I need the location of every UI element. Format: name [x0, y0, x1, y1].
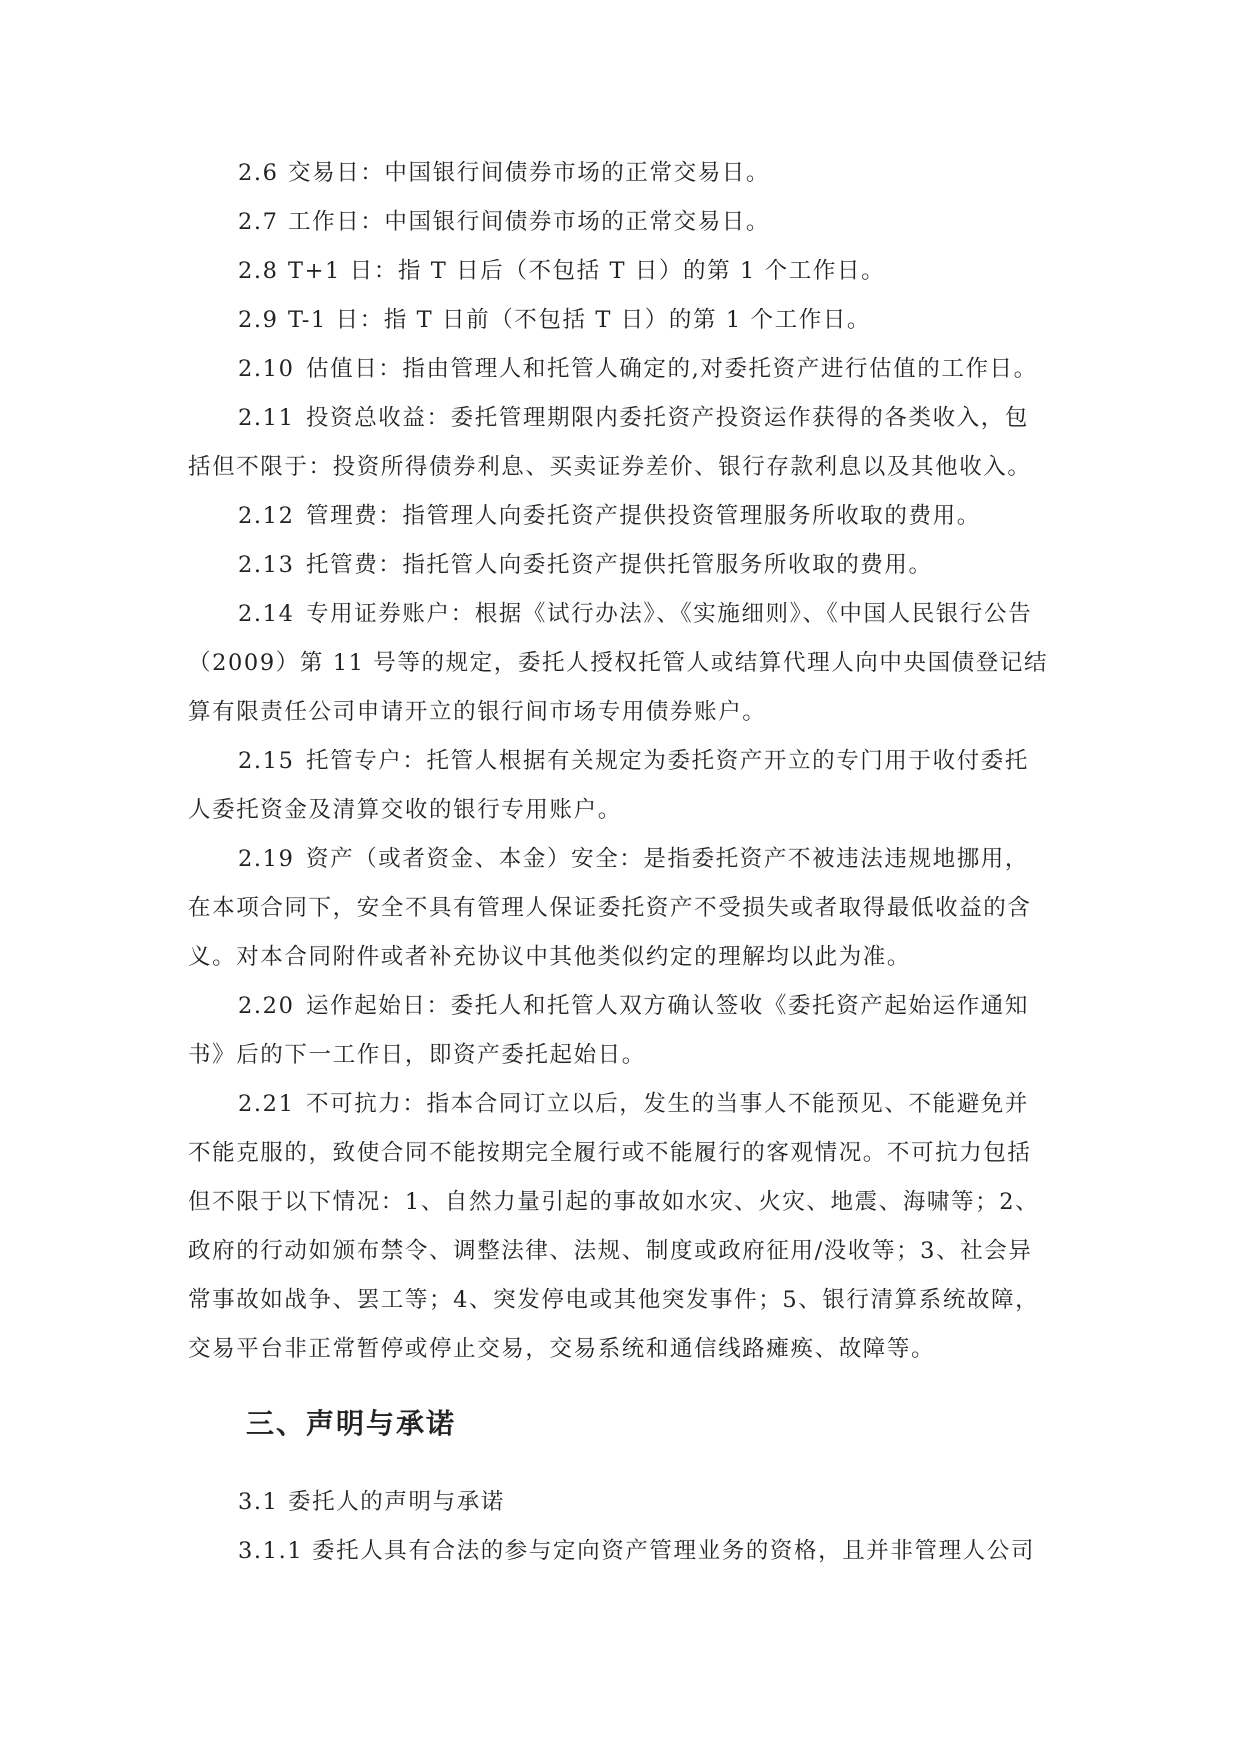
paragraph-3-1-1 — [238, 1536, 1035, 1566]
clause-text: 管理费：指管理人向委托资产提供投资管理服务所收取的费用。 — [306, 503, 981, 529]
paragraph-2-14 — [238, 599, 1032, 629]
paragraph-2-21-continued — [188, 1236, 1033, 1266]
paragraph-2-11 — [238, 403, 1029, 433]
paragraph-2-14-continued — [188, 697, 766, 727]
clause-text: 人委托资金及清算交收的银行专用账户。 — [188, 797, 622, 823]
paragraph-2-21-continued — [188, 1138, 1032, 1168]
clause-text: 书》后的下一工作日，即资产委托起始日。 — [188, 1042, 646, 1068]
paragraph-2-12 — [238, 501, 981, 531]
paragraph-2-21 — [238, 1089, 1029, 1119]
clause-text: 但不限于以下情况：1、自然力量引起的事故如水灾、火灾、地震、海啸等；2、 — [188, 1189, 1040, 1215]
paragraph-2-11-continued — [188, 452, 1032, 482]
clause-text: 委托人具有合法的参与定向资产管理业务的资格，且并非管理人公司 — [312, 1538, 1036, 1564]
clause-number: 2.10 — [238, 356, 295, 382]
clause-text: 义。对本合同附件或者补充协议中其他类似约定的理解均以此为准。 — [188, 944, 912, 970]
clause-text: 交易日：中国银行间债券市场的正常交易日。 — [288, 160, 771, 186]
clause-number: 2.12 — [238, 503, 295, 529]
clause-text: 在本项合同下，安全不具有管理人保证委托资产不受损失或者取得最低收益的含 — [188, 895, 1032, 921]
clause-text: 常事故如战争、罢工等；4、突发停电或其他突发事件；5、银行清算系统故障， — [188, 1287, 1040, 1313]
paragraph-2-7 — [238, 207, 770, 237]
paragraph-2-14-continued — [188, 648, 1048, 678]
clause-text: 政府的行动如颁布禁令、调整法律、法规、制度或政府征用/没收等；3、社会异 — [188, 1238, 1033, 1264]
clause-number: 3.1.1 — [238, 1538, 304, 1564]
paragraph-2-9 — [238, 305, 871, 335]
clause-text: 委托人的声明与承诺 — [288, 1489, 505, 1515]
paragraph-2-21-continued — [188, 1187, 1039, 1217]
paragraph-2-20 — [238, 991, 1029, 1021]
clause-text: 专用证券账户：根据《试行办法》、《实施细则》、《中国人民银行公告 — [306, 601, 1033, 627]
clause-text: T-1 日：指 T 日前（不包括 T 日）的第 1 个工作日。 — [288, 307, 872, 333]
clause-text: （2009）第 11 号等的规定，委托人授权托管人或结算代理人向中央国债登记结 — [188, 650, 1049, 676]
clause-number: 3.1 — [238, 1489, 279, 1515]
clause-number: 2.8 — [238, 258, 279, 284]
paragraph-3-1 — [238, 1487, 505, 1517]
paragraph-2-19-continued — [188, 942, 911, 972]
paragraph-2-8 — [238, 256, 885, 286]
clause-text: 资产（或者资金、本金）安全：是指委托资产不被违法违规地挪用， — [306, 846, 1030, 872]
clause-text: 不能克服的，致使合同不能按期完全履行或不能履行的客观情况。不可抗力包括 — [188, 1140, 1032, 1166]
clause-text: 托管专户：托管人根据有关规定为委托资产开立的专门用于收付委托 — [306, 748, 1030, 774]
clause-text: 算有限责任公司申请开立的银行间市场专用债券账户。 — [188, 699, 767, 725]
clause-text: 运作起始日：委托人和托管人双方确认签收《委托资产起始运作通知 — [306, 993, 1030, 1019]
clause-number: 2.20 — [238, 993, 295, 1019]
paragraph-2-21-continued — [188, 1334, 935, 1364]
paragraph-2-13 — [238, 550, 933, 580]
clause-number: 2.6 — [238, 160, 279, 186]
clause-text: 交易平台非正常暂停或停止交易，交易系统和通信线路瘫痪、故障等。 — [188, 1336, 936, 1362]
clause-text: 投资总收益：委托管理期限内委托资产投资运作获得的各类收入，包 — [306, 405, 1030, 431]
paragraph-2-6 — [238, 158, 770, 188]
paragraph-2-21-continued — [188, 1285, 1039, 1315]
clause-text: T+1 日：指 T 日后（不包括 T 日）的第 1 个工作日。 — [288, 258, 886, 284]
section-heading: 三、声明与承诺 — [246, 1407, 457, 1440]
clause-number: 2.14 — [238, 601, 295, 627]
clause-text: 估值日：指由管理人和托管人确定的,对委托资产进行估值的工作日。 — [306, 356, 1038, 382]
paragraph-2-15 — [238, 746, 1029, 776]
paragraph-2-15-continued — [188, 795, 622, 825]
paragraph-2-10 — [238, 354, 1038, 384]
clause-number: 2.15 — [238, 748, 295, 774]
clause-text: 托管费：指托管人向委托资产提供托管服务所收取的费用。 — [306, 552, 933, 578]
clause-number: 2.11 — [238, 405, 295, 431]
paragraph-2-19-continued — [188, 893, 1032, 923]
clause-number: 2.19 — [238, 846, 295, 872]
paragraph-2-19 — [238, 844, 1029, 874]
paragraph-2-20-continued — [188, 1040, 646, 1070]
clause-number: 2.21 — [238, 1091, 295, 1117]
clause-text: 工作日：中国银行间债券市场的正常交易日。 — [288, 209, 771, 235]
clause-number: 2.7 — [238, 209, 279, 235]
clause-text: 不可抗力：指本合同订立以后，发生的当事人不能预见、不能避免并 — [306, 1091, 1030, 1117]
clause-number: 2.9 — [238, 307, 279, 333]
clause-text: 括但不限于：投资所得债券利息、买卖证券差价、银行存款利息以及其他收入。 — [188, 454, 1032, 480]
clause-number: 2.13 — [238, 552, 295, 578]
